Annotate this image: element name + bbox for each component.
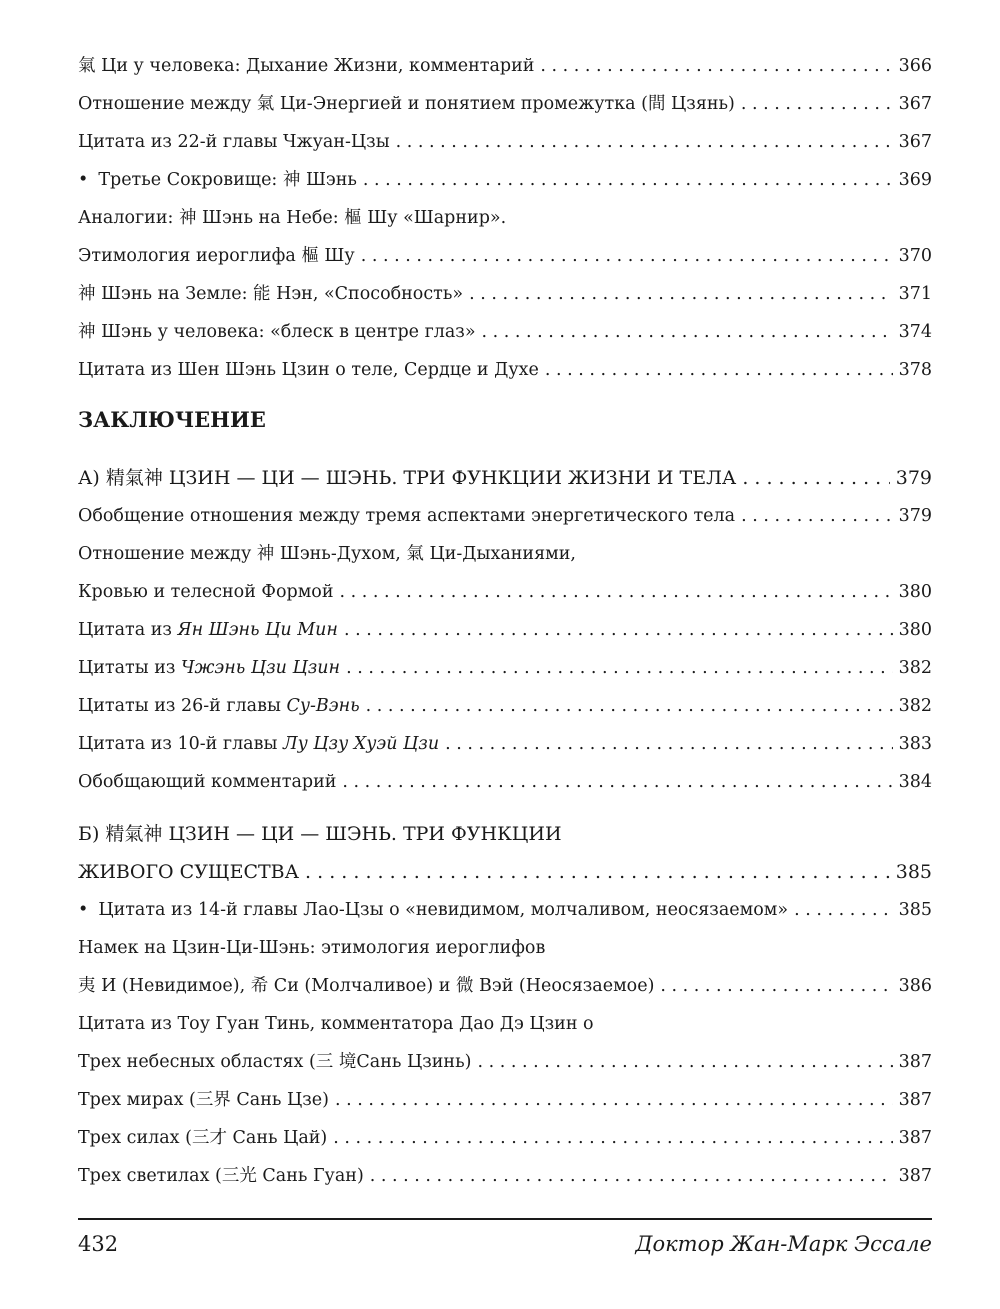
- toc-entry-title: 神 Шэнь у человека: «блеск в центре глаз»: [78, 322, 476, 342]
- toc-entry-title: Цитата из Тоу Гуан Тинь, комментатора Дао Дэ Цзин о: [78, 1014, 594, 1034]
- dot-leader: [342, 770, 892, 794]
- toc-entry-title: [78, 618, 338, 642]
- toc-entry-page: 379: [898, 506, 932, 526]
- dot-leader: [396, 130, 893, 154]
- toc-entry-page: 370: [898, 246, 932, 266]
- running-footer-author: Доктор Жан-Марк Эссале: [635, 1232, 932, 1256]
- dot-leader: [363, 168, 893, 192]
- toc-entry-page: 383: [898, 734, 932, 754]
- dot-leader: [794, 898, 892, 922]
- toc-entry: [78, 1088, 932, 1126]
- toc-entry: [78, 358, 932, 396]
- bullet-icon: •: [78, 900, 89, 920]
- toc-section-entry: [78, 466, 932, 504]
- toc-section-entry: [78, 860, 932, 898]
- toc-entry-italic-title: Лу Цзу Хуэй Цзи: [282, 734, 440, 754]
- dot-leader: [477, 1050, 892, 1074]
- toc-entry-title: Трех мирах (三界 Сань Цзе): [78, 1090, 329, 1110]
- toc-entry-title: Этимология иероглифа 樞 Шу: [78, 246, 355, 266]
- toc-entry-page: 379: [895, 467, 932, 489]
- toc-entry-page: 387: [898, 1052, 932, 1072]
- toc-entry: [78, 694, 932, 732]
- page-number: 432: [78, 1232, 119, 1256]
- toc-entry-title: Намек на Цзин-Ци-Шэнь: этимология иероглифов: [78, 938, 546, 958]
- toc-section-entry: [78, 822, 932, 860]
- toc-entry-title: Аналогии: 神 Шэнь на Небе: 樞 Шу «Шарнир».: [78, 208, 507, 228]
- toc-entry-page: 367: [898, 94, 932, 114]
- section-heading: ЗАКЛЮЧЕНИЕ: [78, 407, 266, 432]
- dot-leader: [333, 1126, 892, 1150]
- toc-entry-title: Цитата из 22-й главы Чжуан-Цзы: [78, 132, 390, 152]
- bullet-icon: •: [78, 170, 89, 190]
- toc-entry-italic-title: Су-Вэнь: [286, 696, 360, 716]
- dot-leader: [445, 732, 892, 756]
- toc-entry: [78, 770, 932, 808]
- toc-entry-page: 371: [898, 284, 932, 304]
- toc-entry-page: 378: [898, 360, 932, 380]
- toc-entry: [78, 974, 932, 1012]
- toc-entry: [78, 168, 932, 206]
- dot-leader: [660, 974, 892, 998]
- toc-entry-title: Отношение между 氣 Ци-Энергией и понятием промежутка (間 Цзянь): [78, 94, 735, 114]
- toc-entry: [78, 320, 932, 358]
- toc-entry: [78, 656, 932, 694]
- toc-entry-text: Цитата из: [78, 620, 178, 640]
- toc-entry-page: 374: [898, 322, 932, 342]
- toc-entry: [78, 1126, 932, 1164]
- toc-entry: [78, 732, 932, 770]
- toc-entry-title: [78, 694, 360, 718]
- toc-entry-text: Цитата из 10-й главы: [78, 734, 283, 754]
- toc-entry-title: [78, 898, 788, 922]
- toc-entry: [78, 92, 932, 130]
- table-of-contents: [78, 54, 932, 1202]
- toc-entry-page: 380: [898, 582, 932, 602]
- toc-entry-title: 神 Шэнь на Земле: 能 Нэн, «Способность»: [78, 284, 464, 304]
- toc-entry-title: [78, 168, 357, 192]
- dot-leader: [741, 92, 893, 116]
- toc-entry-title: Трех небесных областях (三 境Сань Цзинь): [78, 1052, 472, 1072]
- toc-entry-title: Кровью и телесной Формой: [78, 582, 334, 602]
- toc-entry: [78, 504, 932, 542]
- toc-entry: [78, 244, 932, 282]
- toc-entry-title: Обобщение отношения между тремя аспектами энергетического тела: [78, 506, 736, 526]
- dot-leader: [361, 244, 893, 268]
- toc-entry: [78, 206, 932, 244]
- toc-entry-text: Цитаты из 26-й главы: [78, 696, 287, 716]
- dot-leader: [346, 656, 893, 680]
- dot-leader: [469, 282, 893, 306]
- toc-entry-italic-title: Ян Шэнь Ци Мин: [177, 620, 338, 640]
- footer-divider: [78, 1218, 932, 1220]
- toc-entry-text: Цитаты из: [78, 658, 181, 678]
- toc-entry-page: 367: [898, 132, 932, 152]
- toc-entry-title: 夷 И (Невидимое), 希 Си (Молчаливое) и 微 Вэй (Неосязаемое): [78, 976, 655, 996]
- dot-leader: [482, 320, 893, 344]
- dot-leader: [741, 504, 893, 528]
- toc-entry-title: Трех силах (三才 Сань Цай): [78, 1128, 328, 1148]
- toc-entry-page: 386: [898, 976, 932, 996]
- toc-entry-page: 380: [898, 620, 932, 640]
- toc-entry: [78, 542, 932, 580]
- toc-entry-page: 385: [898, 900, 932, 920]
- toc-entry: [78, 282, 932, 320]
- toc-entry: [78, 580, 932, 618]
- toc-entry-title: А) 精氣神 ЦЗИН — ЦИ — ШЭНЬ. ТРИ ФУНКЦИИ ЖИЗНИ И ТЕЛА: [78, 467, 737, 489]
- toc-entry: [78, 898, 932, 936]
- toc-entry-page: 387: [898, 1166, 932, 1186]
- toc-entry: [78, 1050, 932, 1088]
- toc-entry: [78, 936, 932, 974]
- dot-leader: [344, 618, 893, 642]
- dot-leader: [370, 1164, 893, 1188]
- dot-leader: [340, 580, 893, 604]
- toc-entry-page: 366: [898, 56, 932, 76]
- dot-leader: [540, 54, 892, 78]
- toc-entry: [78, 618, 932, 656]
- toc-entry-page: 369: [898, 170, 932, 190]
- toc-entry-title: [78, 732, 439, 756]
- toc-entry-title: [78, 656, 340, 680]
- toc-entry-title: ЖИВОГО СУЩЕСТВА: [78, 861, 300, 883]
- toc-entry-italic-title: Чжэнь Цзи Цзин: [180, 658, 341, 678]
- toc-entry-page: 384: [898, 772, 932, 792]
- toc-entry-title: Б) 精氣神 ЦЗИН — ЦИ — ШЭНЬ. ТРИ ФУНКЦИИ: [78, 823, 562, 845]
- toc-entry-title: 氣 Ци у человека: Дыхание Жизни, комментарий: [78, 56, 535, 76]
- toc-entry-title: Цитата из Шен Шэнь Цзин о теле, Сердце и Духе: [78, 360, 539, 380]
- toc-entry: [78, 1164, 932, 1202]
- dot-leader: [305, 860, 890, 884]
- dot-leader: [366, 694, 893, 718]
- toc-entry-page: 387: [898, 1128, 932, 1148]
- toc-entry: [78, 130, 932, 168]
- toc-entry-text: Цитата из 14-й главы Лао-Цзы о «невидимом, молчаливом, неосязаемом»: [98, 900, 789, 920]
- toc-entry-text: Третье Сокровище: 神 Шэнь: [98, 170, 357, 190]
- toc-entry-page: 382: [898, 696, 932, 716]
- toc-entry-page: 387: [898, 1090, 932, 1110]
- dot-leader: [545, 358, 893, 382]
- dot-leader: [742, 466, 889, 490]
- toc-entry-title: Обобщающий комментарий: [78, 772, 337, 792]
- dot-leader: [335, 1088, 893, 1112]
- toc-entry-page: 382: [898, 658, 932, 678]
- toc-entry-title: Трех светилах (三光 Сань Гуан): [78, 1166, 364, 1186]
- toc-entry: [78, 54, 932, 92]
- toc-entry-page: 385: [895, 861, 932, 883]
- toc-entry: [78, 1012, 932, 1050]
- toc-entry-title: Отношение между 神 Шэнь-Духом, 氣 Ци-Дыханиями,: [78, 544, 576, 564]
